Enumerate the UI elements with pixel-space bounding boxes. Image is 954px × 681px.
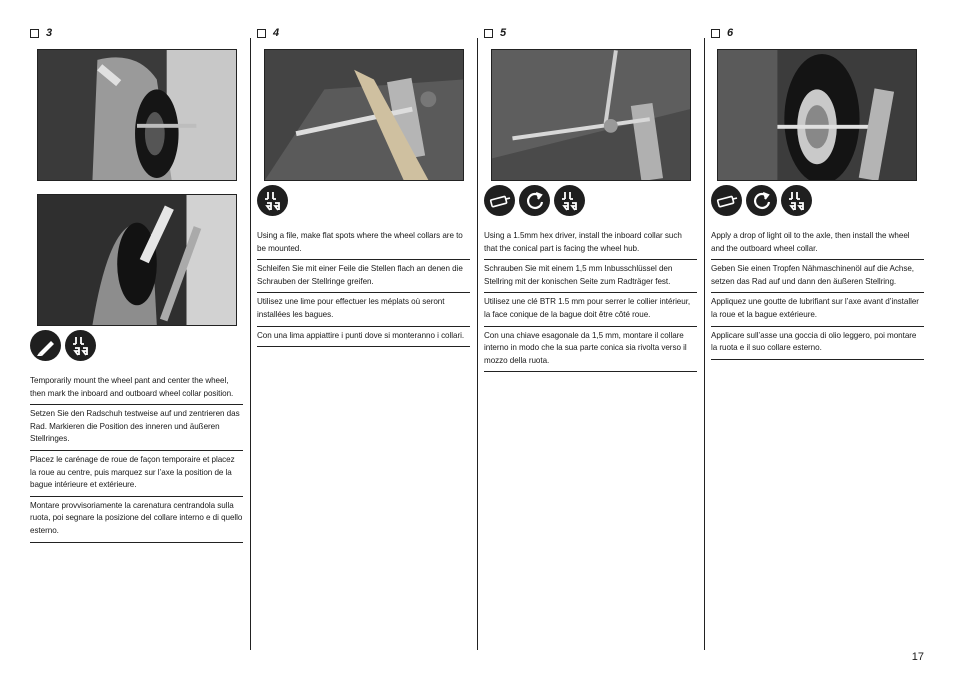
hinge-icon (257, 185, 288, 216)
step-5-text-it: Con una chiave esagonale da 1,5 mm, montare il collare interno in modo che la sua parte conica sia rivolta verso il mozzo della ruota. (484, 327, 697, 373)
hinge-icon (65, 330, 96, 361)
step-4-photo (264, 49, 464, 181)
marker-icon (30, 330, 61, 361)
rotate-icon (746, 185, 777, 216)
step-3-number: 3 (46, 27, 53, 39)
step-4-heading (257, 27, 279, 39)
step-3-text (30, 372, 243, 543)
tube-icon (711, 185, 742, 216)
step-6-text-en: Apply a drop of light oil to the axle, then install the wheel and the outboard wheel collar. (711, 227, 924, 260)
step-3-column (0, 0, 250, 681)
hinge-icon (781, 185, 812, 216)
checkbox-icon[interactable] (257, 29, 266, 38)
checkbox-icon[interactable] (30, 29, 39, 38)
step-5-text-fr: Utilisez une clé BTR 1.5 mm pour serrer le collier intérieur, la face conique de la bague doit être côté roue. (484, 293, 697, 326)
step-3-photo-bottom (37, 194, 237, 326)
step-5-icons (484, 185, 585, 216)
step-5-text (484, 227, 697, 372)
tube-icon (484, 185, 515, 216)
step-6-text-it: Applicare sull’asse una goccia di olio leggero, poi montare la ruota e il suo collare esterno. (711, 327, 924, 360)
step-4-text-de: Schleifen Sie mit einer Feile die Stellen flach an denen die Schrauben der Stellringe greifen. (257, 260, 470, 293)
step-5-heading (484, 27, 506, 39)
step-4-column (251, 0, 477, 681)
step-4-text-en: Using a file, make flat spots where the wheel collars are to be mounted. (257, 227, 470, 260)
hinge-icon (554, 185, 585, 216)
step-4-icons (257, 185, 288, 216)
step-3-text-fr: Placez le carénage de roue de façon temporaire et placez la roue au centre, puis marquez sur l’axe la position de la bague intérieure et extérieure. (30, 451, 243, 497)
step-6-text-de: Geben Sie einen Tropfen Nähmaschinenöl auf die Achse, setzen das Rad auf und dann den äußeren Stellring. (711, 260, 924, 293)
step-6-text-fr: Appliquez une goutte de lubrifiant sur l’axe avant d’installer la roue et la bague extérieure. (711, 293, 924, 326)
step-5-photo (491, 49, 691, 181)
step-3-heading (30, 27, 52, 39)
step-4-text (257, 227, 470, 347)
step-4-text-fr: Utilisez une lime pour effectuer les méplats où seront installées les bagues. (257, 293, 470, 326)
step-3-text-en: Temporarily mount the wheel pant and center the wheel, then mark the inboard and outboard wheel collar position. (30, 372, 243, 405)
step-3-icons (30, 330, 96, 361)
step-4-text-it: Con una lima appiattire i punti dove si monteranno i collari. (257, 327, 470, 348)
step-6-icons (711, 185, 812, 216)
step-6-column (705, 0, 931, 681)
step-6-text (711, 227, 924, 360)
step-6-photo (717, 49, 917, 181)
step-3-text-it: Montare provvisoriamente la carenatura centrandola sulla ruota, poi segnare la posizione del collare interno e di quello esterno. (30, 497, 243, 543)
step-5-column (478, 0, 704, 681)
step-5-text-de: Schrauben Sie mit einem 1,5 mm Inbusschlüssel den Stellring mit der konischen Seite zum Radträger fest. (484, 260, 697, 293)
step-6-number: 6 (727, 27, 734, 39)
step-3-text-de: Setzen Sie den Radschuh testweise auf und zentrieren das Rad. Markieren die Position des inneren und äußeren Stellringes. (30, 405, 243, 451)
step-6-heading (711, 27, 733, 39)
checkbox-icon[interactable] (711, 29, 720, 38)
checkbox-icon[interactable] (484, 29, 493, 38)
rotate-icon (519, 185, 550, 216)
step-5-number: 5 (500, 27, 507, 39)
step-5-text-en: Using a 1.5mm hex driver, install the inboard collar such that the conical part is facing the wheel hub. (484, 227, 697, 260)
page-number: 17 (911, 651, 924, 663)
step-3-photo-top (37, 49, 237, 181)
step-4-number: 4 (273, 27, 280, 39)
